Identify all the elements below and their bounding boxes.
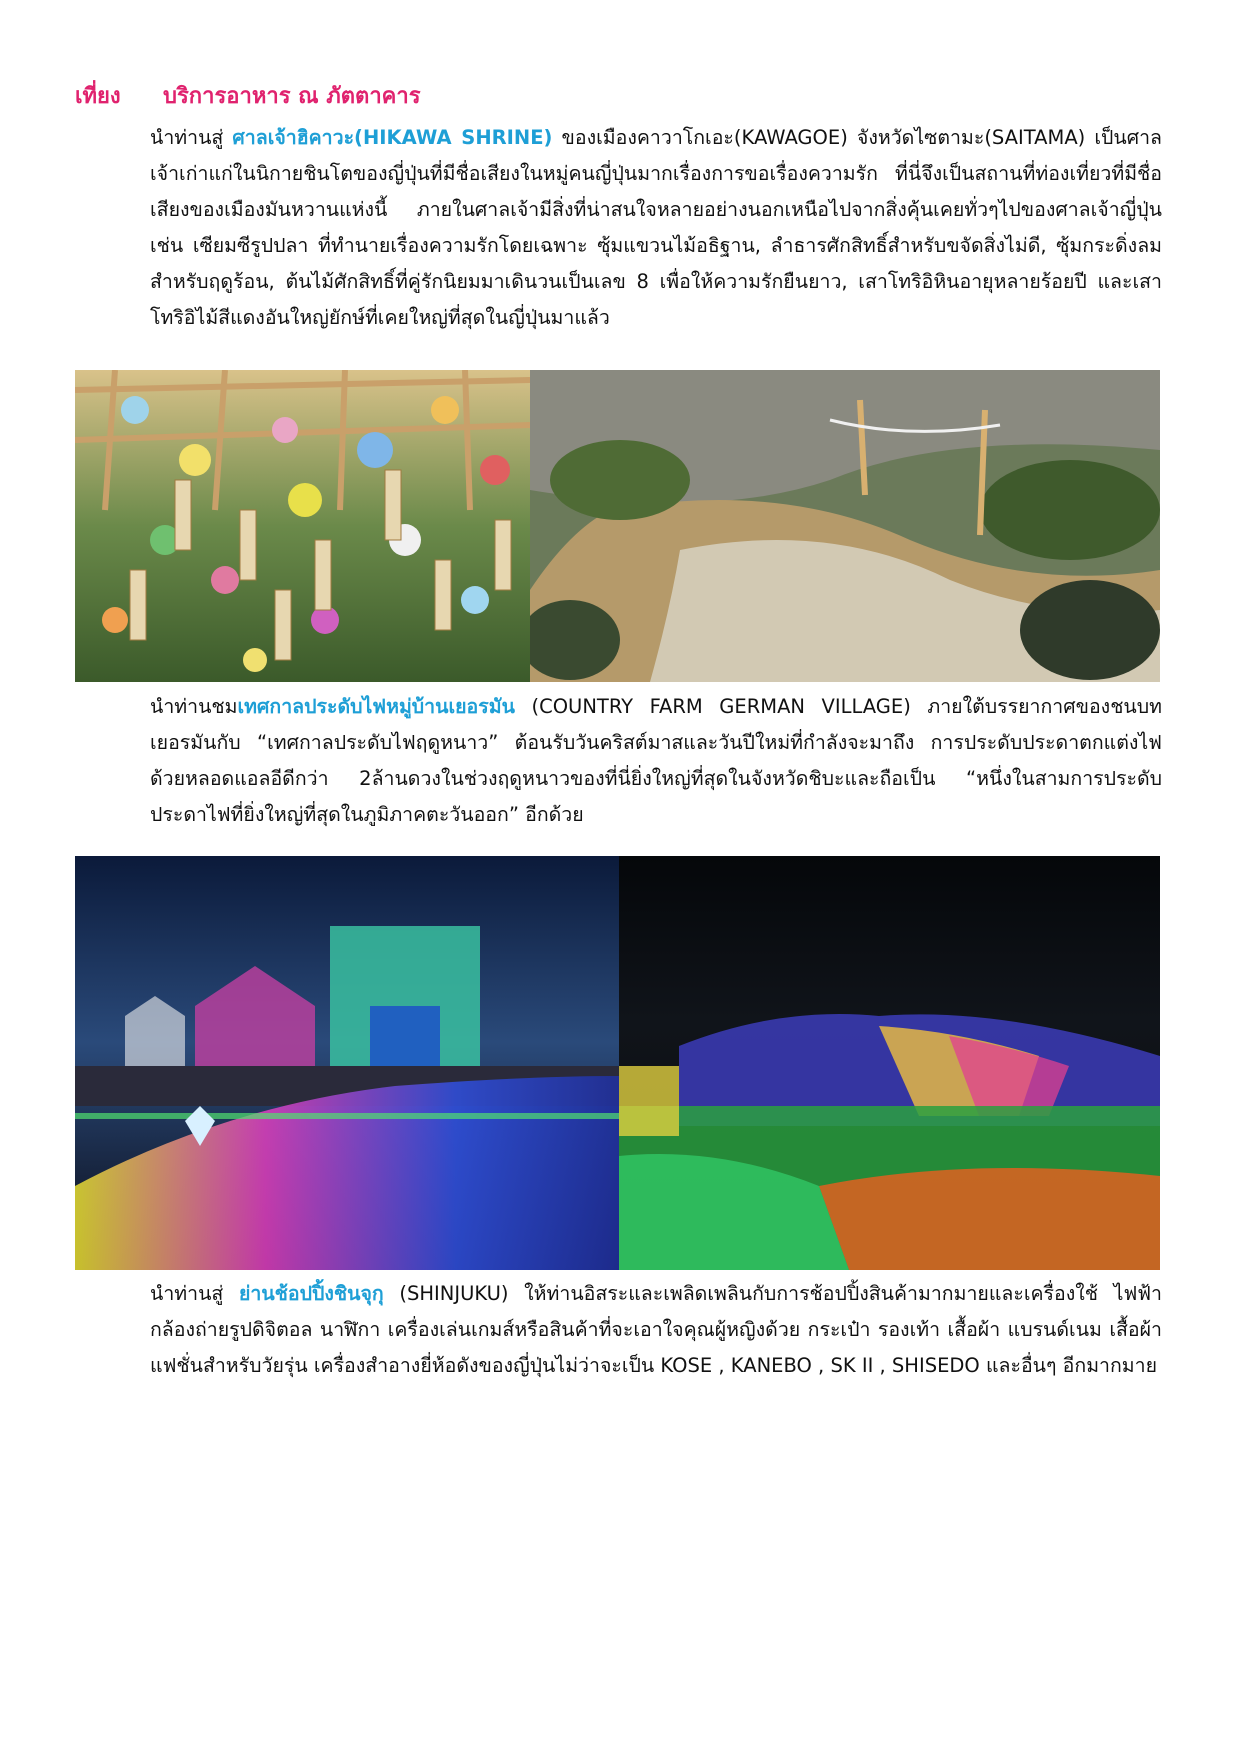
hikawa-paragraph	[150, 120, 1162, 336]
lunch-time: เที่ยง	[75, 84, 121, 109]
village-body: (COUNTRY FARM GERMAN VILLAGE) ภายใต้บรรยากาศของชนบทเยอรมันกับ “เทศกาลประดับไฟฤดูหนาว” ต้อนรับวันคริสต์มาสและวันปีใหม่ที่กำลังจะมาถึง การประดับประดาตกแต่งไฟด้วยหลอดแอลอีดีกว่า 2ล้านดวงในช่วงฤดูหนาวของที่นี่ยิ่งใหญ่ที่สุดในจังหวัดชิบะและถือเป็น “หนึ่งในสามการประดับประดาไฟที่ยิ่งใหญ่ที่สุดในภูมิภาคตะวันออก” อีกด้วย	[150, 695, 1162, 826]
wind-chimes-photo	[75, 370, 530, 682]
hikawa-place: ศาลเจ้าฮิคาวะ(HIKAWA SHRINE)	[232, 126, 553, 149]
shinjuku-body: (SHINJUKU) ให้ท่านอิสระและเพลิดเพลินกับการช้อปปิ้งสินค้ามากมายและเครื่องใช้ ไฟฟ้า กล้องถ่ายรูปดิจิตอล นาฬิกา เครื่องเล่นเกมส์หรือสินค้าที่จะเอาใจคุณผู้หญิงด้วย กระเป๋า รองเท้า เสื้อผ้า แบรนด์เนม เสื้อผ้าแฟชั่นสำหรับวัยรุ่น เครื่องสำอางยี่ห้อดังของญี่ปุ่นไม่ว่าจะเป็น KOSE , KANEBO , SK II , SHISEDO และอื่นๆ อีกมากมาย	[150, 1282, 1163, 1377]
illumination-gate-photo	[75, 856, 619, 1270]
village-lead: นำท่านชม	[150, 695, 238, 718]
shinjuku-place: ย่านช้อปปิ้งชินจุกุ	[238, 1282, 384, 1305]
shinjuku-paragraph	[150, 1276, 1162, 1384]
village-place: เทศกาลประดับไฟหมู่บ้านเยอรมัน	[237, 695, 515, 718]
village-paragraph	[150, 689, 1162, 833]
hikawa-body: ของเมืองคาวาโกเอะ(KAWAGOE) จังหวัดไซตามะ(SAITAMA) เป็นศาลเจ้าเก่าแก่ในนิกายชินโตของญี่ปุ่นที่มีชื่อเสียงในหมู่คนญี่ปุ่นมากเรื่องการขอเรื่องความรัก ที่นี่จึงเป็นสถานที่ท่องเที่ยวที่มีชื่อเสียงของเมืองมันหวานแห่งนี้ ภายในศาลเจ้ามีสิ่งที่น่าสนใจหลายอย่างนอกเหนือไปจากสิ่งคุ้นเคยทั่วๆไปของศาลเจ้าญี่ปุ่น เช่น เซียมซีรูปปลา ที่ทำนายเรื่องความรักโดยเฉพาะ ซุ้มแขวนไม้อธิฐาน, ลำธารศักสิทธิ์สำหรับขจัดสิ่งไม่ดี, ซุ้มกระดิ่งลมสำหรับฤดูร้อน, ต้นไม้ศักสิทธิ์ที่คู่รักนิยมมาเดินวนเป็นเลข 8 เพื่อให้ความรักยืนยาว, เสาโทริอิหินอายุหลายร้อยปี และเสาโทริอิไม้สีแดงอันใหญ่ยักษ์ที่เคยใหญ่ที่สุดในญี่ปุ่นมาแล้ว	[150, 126, 1163, 329]
shinjuku-lead: นำท่านสู่	[150, 1282, 239, 1305]
lunch-label: บริการอาหาร ณ ภัตตาคาร	[163, 84, 421, 109]
purification-stream-photo	[530, 370, 1160, 682]
hikawa-lead: นำท่านสู่	[150, 126, 233, 149]
illumination-field-photo	[619, 856, 1160, 1270]
